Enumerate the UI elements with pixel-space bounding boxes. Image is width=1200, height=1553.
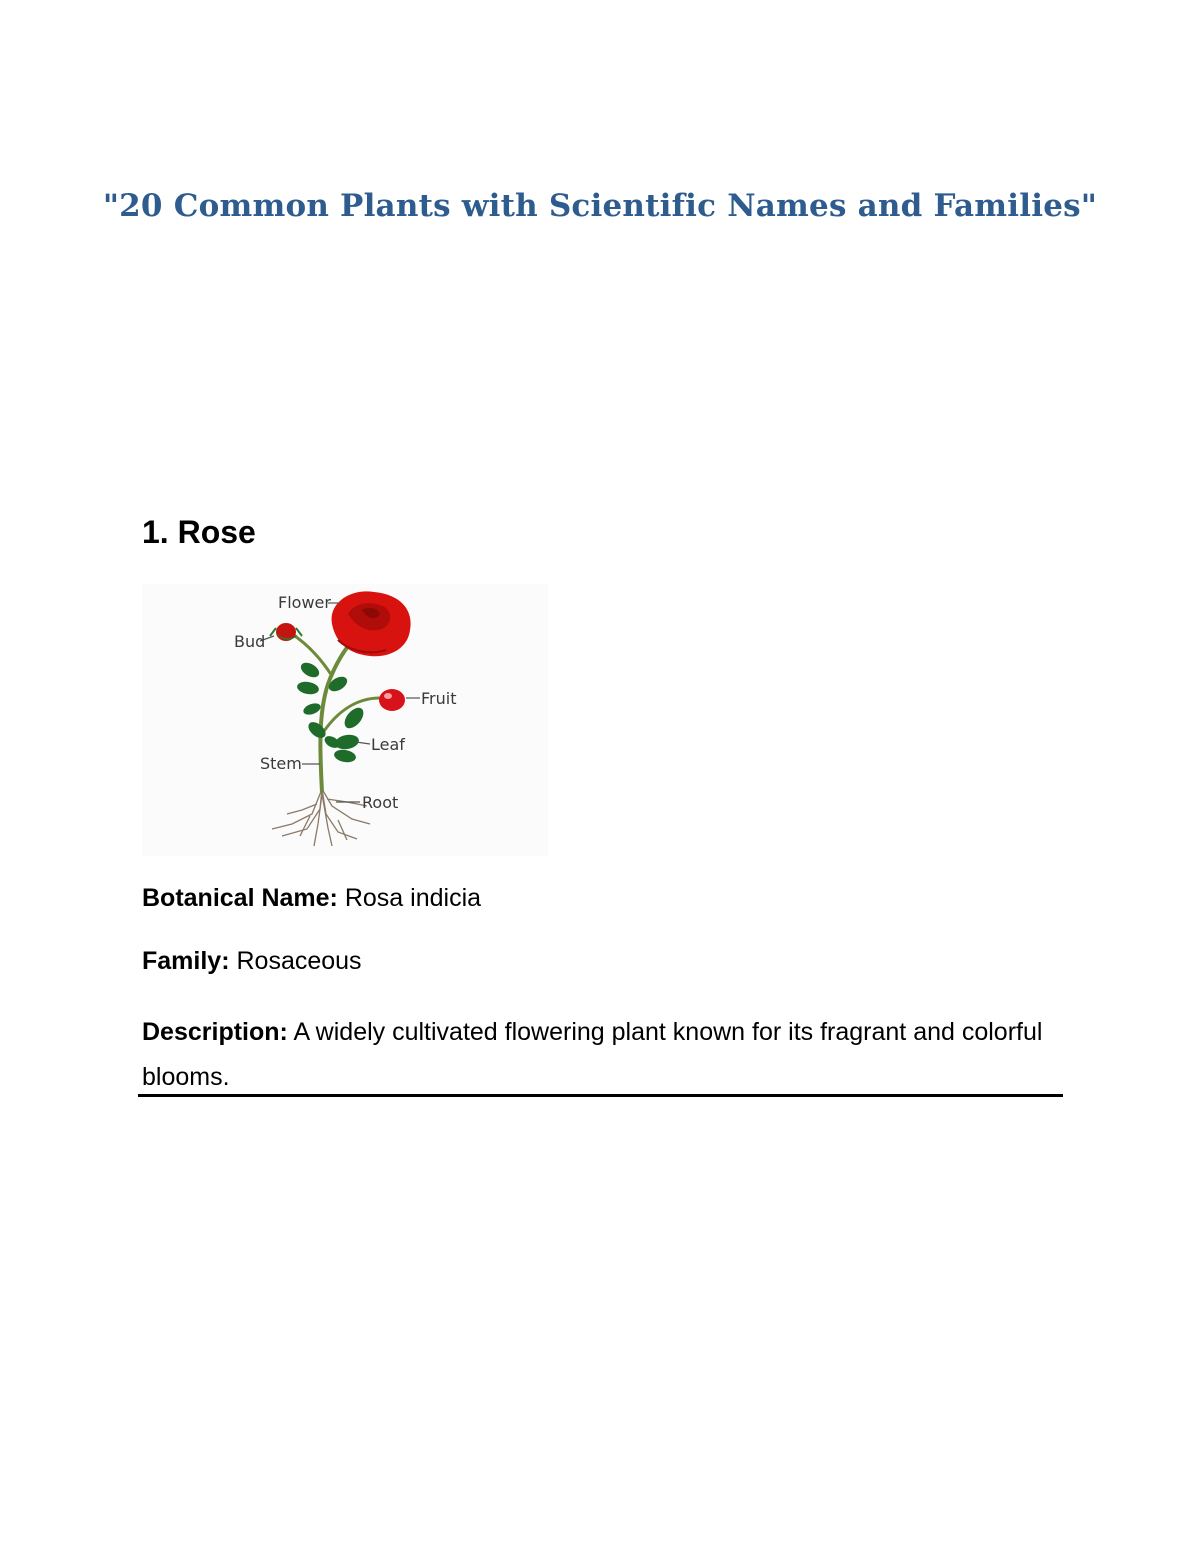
label-flower: Flower xyxy=(278,593,331,612)
botanical-name-field xyxy=(142,884,481,913)
label-root: Root xyxy=(362,793,399,812)
label-stem: Stem xyxy=(260,754,302,773)
plant-heading-rose: 1. Rose xyxy=(142,514,256,550)
label-bud: Bud xyxy=(234,632,266,651)
description-value: A widely cultivated flowering plant known for its fragrant and colorful blooms. xyxy=(142,1018,1043,1091)
description-field xyxy=(142,1010,1052,1100)
family-label: Family: xyxy=(142,947,230,975)
family-value: Rosaceous xyxy=(236,947,362,975)
description-label: Description: xyxy=(142,1018,288,1046)
rose-anatomy-diagram xyxy=(142,584,548,856)
botanical-name-value: Rosa indicia xyxy=(344,884,482,912)
botanical-name-label: Botanical Name: xyxy=(142,884,338,912)
fruit-illustration xyxy=(379,689,405,711)
family-field xyxy=(142,947,362,976)
section-divider xyxy=(138,1094,1063,1097)
label-fruit: Fruit xyxy=(421,689,457,708)
label-leaf: Leaf xyxy=(371,735,405,754)
page-title: "20 Common Plants with Scientific Names and Families" xyxy=(102,188,1098,224)
